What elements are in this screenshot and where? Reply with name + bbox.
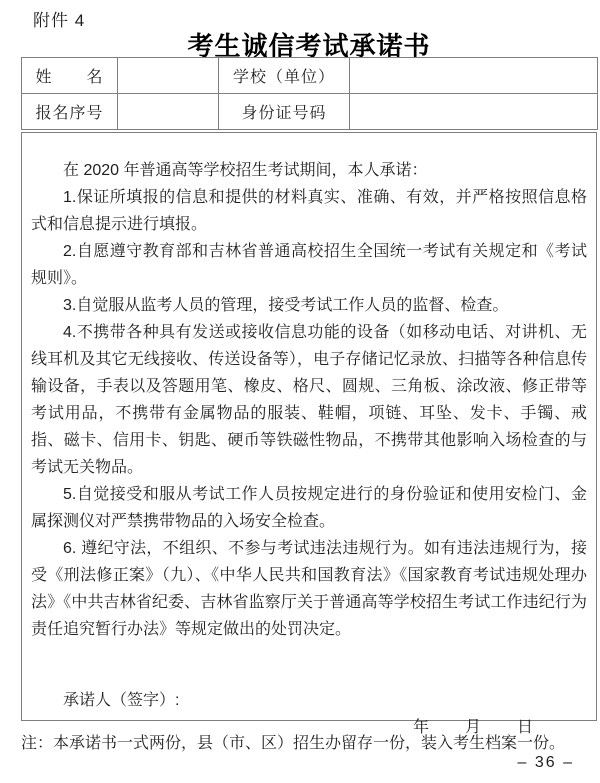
pledge-intro: 在 2020 年普通高等学校招生考试期间，本人承诺：	[63, 162, 428, 179]
page-title: 考生诚信考试承诺书	[187, 31, 431, 61]
pledge-item-3: 3.自觉服从监考人员的管理，接受考试工作人员的监督、检查。	[63, 297, 509, 314]
pledge-item-2: 2.自愿遵守教育部和吉林省普通高校招生全国统一考试有关规定和《考试规则》。	[31, 243, 587, 287]
name-value-cell	[118, 58, 219, 94]
registration-number-label: 报名序号	[22, 94, 118, 130]
pledge-item-1: 1.保证所填报的信息和提供的材料真实、准确、有效，并严格按照信息格式和信息提示进行填报。	[31, 189, 587, 233]
table-row	[22, 58, 598, 94]
attachment-label: 附件 4	[33, 11, 86, 30]
date-month-label: 月	[464, 719, 481, 736]
pledge-item-6: 6. 遵纪守法，不组织、不参与考试违法违规行为。如有违法违规行为，接受《刑法修正案》（九）、《中华人民共和国教育法》《国家教育考试违规处理办法》《中共吉林省纪委、吉林省监察厅关于普通高等学校招生考试工作违纪行为责任追究暂行办法》等规定做出的处罚决定。	[31, 540, 587, 638]
registration-number-value-cell	[118, 94, 219, 130]
candidate-info-table	[21, 57, 598, 130]
date-year-label: 年	[412, 719, 429, 736]
name-label: 姓 名	[22, 58, 118, 94]
id-number-value-cell	[350, 94, 598, 130]
school-value-cell	[350, 58, 598, 94]
signer-label: 承诺人（签字）:	[63, 692, 180, 709]
table-row	[22, 94, 598, 130]
id-number-label: 身份证号码	[219, 94, 350, 130]
footer-note: 注：本承诺书一式两份，县（市、区）招生办留存一份，装入考生档案一份。	[21, 735, 566, 752]
pledge-body-box	[21, 132, 597, 736]
school-label: 学校（单位）	[219, 58, 350, 94]
page-number: – 36 –	[517, 754, 574, 771]
pledge-item-5: 5.自觉接受和服从考试工作人员按规定进行的身份验证和使用安检门、金属探测仪对严禁携带物品的入场安全检查。	[31, 486, 587, 530]
pledge-item-4: 4.不携带各种具有发送或接收信息功能的设备（如移动电话、对讲机、无线耳机及其它无线接收、传送设备等），电子存储记忆录放、扫描等各种信息传输设备，手表以及答题用笔、橡皮、格尺、圆规、三角板、涂改液、修正带等考试用品，不携带有金属物品的服装、鞋帽，项链、耳坠、发卡、手镯、戒指、磁卡、信用卡、钥匙、硬币等铁磁性物品，不携带其他影响入场检查的与考试无关物品。	[31, 324, 587, 476]
date-day-label: 日	[516, 719, 533, 736]
